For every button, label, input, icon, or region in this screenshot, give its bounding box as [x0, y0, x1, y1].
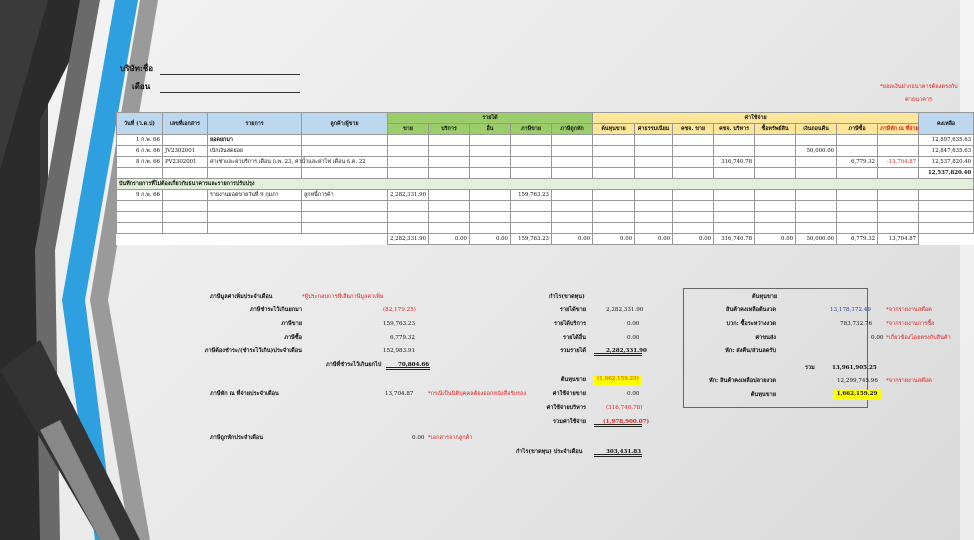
- empty-cell: [429, 212, 470, 223]
- empty-cell: [117, 212, 163, 223]
- empty-cell: [919, 201, 974, 212]
- desc-cell: รายงานยอดขายวันที่ 9 กุมภา: [208, 190, 302, 201]
- empty-cell: [117, 234, 163, 245]
- expense-cell: [878, 135, 919, 146]
- expense-col-header: ค่าธรรมเนียม: [635, 124, 673, 135]
- cogs-row-label: หัก: ส่งคืน/ส่วนลดรับ: [725, 348, 776, 354]
- empty-cell: [511, 168, 552, 179]
- pl-total-income-label: รวมรายได้: [560, 348, 586, 354]
- empty-cell: [796, 212, 837, 223]
- empty-cell: [470, 212, 511, 223]
- bank-note-line1: *ยอดเงินฝากธนาคารต้องตรงกับ: [880, 84, 958, 90]
- expense-cell: [796, 157, 837, 168]
- empty-cell: [302, 168, 388, 179]
- pl-row-value: 2,282,331.90: [606, 307, 644, 313]
- expense-cell: [714, 135, 755, 146]
- income-col-header: ภาษีถูกหัก: [552, 124, 593, 135]
- pl-net-value: 303,431.83: [606, 449, 642, 455]
- vat-row-label: ภาษีต้องชำระ/(ชำระไว้เกิน)ประจำเดือน: [204, 348, 302, 354]
- income-cell: [511, 135, 552, 146]
- balance-cell: 12,847,635.63: [919, 146, 974, 157]
- expense-cell: [593, 146, 635, 157]
- vat-row-value: 6,779.32: [390, 335, 415, 341]
- income-group-header: รายได้: [388, 113, 593, 124]
- date-cell: 6 ก.พ. 66: [117, 146, 163, 157]
- table-row: [117, 190, 974, 201]
- income-cell: [429, 157, 470, 168]
- empty-cell: [552, 223, 593, 234]
- col-balance-header: คงเหลือ: [919, 113, 974, 135]
- cogs-row-value: 783,732.76: [840, 321, 873, 327]
- income-cell: [429, 146, 470, 157]
- pl-row-label: รายได้บริการ: [554, 321, 586, 327]
- empty-cell: [302, 223, 388, 234]
- empty-cell: [714, 201, 755, 212]
- empty-cell: [714, 190, 755, 201]
- expense-cell: 6,779.32: [837, 157, 878, 168]
- expense-cell: [755, 135, 796, 146]
- income-col-header: ขาย: [388, 124, 429, 135]
- expense-total-cell: 0.00: [635, 234, 673, 245]
- empty-cell: [429, 201, 470, 212]
- expense-total-cell: 50,000.00: [796, 234, 837, 245]
- date-cell: 8 ก.พ. 66: [117, 157, 163, 168]
- empty-cell: [552, 190, 593, 201]
- income-cell: [388, 146, 429, 157]
- empty-row: [117, 201, 974, 212]
- empty-cell: [837, 212, 878, 223]
- empty-cell: [796, 168, 837, 179]
- income-col-header: บริการ: [429, 124, 470, 135]
- income-cell: [388, 135, 429, 146]
- empty-cell: [673, 201, 714, 212]
- empty-cell: [593, 212, 635, 223]
- empty-cell: [163, 168, 208, 179]
- cogs-final-value: 1,662,159.29: [833, 390, 881, 400]
- income-cell: [552, 146, 593, 157]
- empty-cell: [755, 223, 796, 234]
- desc-cell: ยอดยกมา: [208, 135, 302, 146]
- empty-row: [117, 223, 974, 234]
- empty-cell: [117, 223, 163, 234]
- expense-cell: [837, 146, 878, 157]
- income-cell: [470, 146, 511, 157]
- doc-cell: PV2302001: [163, 157, 208, 168]
- company-field-line: [160, 74, 300, 75]
- empty-cell: [208, 212, 302, 223]
- vat-note: *ผู้ประกอบการที่เสียภาษีมูลค่าเพิ่ม: [302, 294, 384, 300]
- empty-cell: [163, 234, 208, 245]
- desc-cell: ค่าเช่าและค่าบริการ เดือน ก.พ. 23, ค่าน้ำและค่าไฟ เดือน ธ.ค. 22: [208, 157, 302, 168]
- empty-cell: [593, 201, 635, 212]
- empty-cell: [208, 168, 302, 179]
- expense-col-header: เงินถอนคืน: [796, 124, 837, 135]
- empty-cell: [878, 190, 919, 201]
- wht-value: 13,704.87: [385, 391, 414, 397]
- pl-total-exp-label: รวมค่าใช้จ่าย: [553, 419, 586, 425]
- pl-selling-label: ค่าใช้จ่ายขาย: [552, 391, 586, 397]
- table-row: [117, 157, 974, 168]
- pl-total-income-underline: [594, 353, 642, 356]
- empty-cell: [796, 190, 837, 201]
- income-cell: 159,763.23: [511, 190, 552, 201]
- section-row: [117, 179, 974, 190]
- party-cell: ลูกหนี้การค้า: [302, 190, 388, 201]
- empty-cell: [208, 234, 302, 245]
- cogs-ending-value: 12,299,745.96: [837, 378, 878, 384]
- wht-note: *กรณีเป็นนิติบุคคลต้องออกหนังสือรับรอง: [428, 391, 527, 397]
- wht-received-value: 0.00: [412, 435, 425, 441]
- expense-group-header: ค่าใช้จ่าย: [593, 113, 919, 124]
- col-doc-header: เลขที่เอกสาร: [163, 113, 208, 135]
- empty-cell: [796, 223, 837, 234]
- income-cell: [511, 157, 552, 168]
- expense-cell: [837, 135, 878, 146]
- cogs-ending-note: *จากรายงานสต๊อค: [886, 378, 932, 384]
- empty-cell: [919, 223, 974, 234]
- pl-admin-value: (316,740.78): [606, 405, 643, 411]
- expense-cell: [635, 135, 673, 146]
- income-cell: [552, 157, 593, 168]
- empty-cell: [878, 201, 919, 212]
- expense-cell: [635, 146, 673, 157]
- empty-cell: [919, 212, 974, 223]
- income-cell: [552, 135, 593, 146]
- empty-cell: [552, 201, 593, 212]
- wht-received-label: ภาษีถูกหักประจำเดือน: [210, 435, 264, 441]
- income-total-cell: 2,282,331.90: [388, 234, 429, 245]
- expense-total-cell: 0.00: [673, 234, 714, 245]
- pl-row-value: 0.00: [627, 335, 640, 341]
- expense-total-cell: 0.00: [755, 234, 796, 245]
- empty-cell: [796, 201, 837, 212]
- vat-row-label: ภาษีชำระไว้เกินยกมา: [249, 307, 302, 313]
- pl-row-value: 0.00: [627, 321, 640, 327]
- income-cell: [429, 135, 470, 146]
- cogs-row-note: *จากรายงานสต๊อค: [886, 307, 932, 313]
- cogs-ending-label: หัก: สินค้าคงเหลือปลายงวด: [709, 378, 776, 384]
- empty-cell: [714, 223, 755, 234]
- empty-cell: [117, 168, 163, 179]
- empty-cell: [635, 168, 673, 179]
- vat-row-value: (82,179.25): [383, 307, 416, 313]
- cogs-row-label: สินค้าคงเหลือต้นงวด: [726, 307, 776, 313]
- income-cell: 2,282,331.90: [388, 190, 429, 201]
- doc-cell: JV2302001: [163, 146, 208, 157]
- doc-cell: [163, 190, 208, 201]
- col-party-header: ลูกค้า/ผู้ขาย: [302, 113, 388, 135]
- month-label: เดือน: [132, 81, 151, 91]
- empty-cell: [470, 168, 511, 179]
- table-row: [117, 146, 974, 157]
- income-total-cell: 0.00: [552, 234, 593, 245]
- cogs-sum-value: 13,961,905.25: [832, 365, 877, 371]
- subtotal-row: [117, 168, 974, 179]
- empty-cell: [635, 201, 673, 212]
- pl-row-label: รายได้อื่น: [562, 335, 586, 341]
- table-row: [117, 135, 974, 146]
- wht-label: ภาษีหัก ณ ที่จ่ายประจำเดือน: [210, 391, 279, 397]
- empty-cell: [552, 168, 593, 179]
- income-cell: [511, 146, 552, 157]
- empty-cell: [714, 212, 755, 223]
- date-cell: 1 ก.พ. 66: [117, 135, 163, 146]
- empty-row: [117, 212, 974, 223]
- cogs-box-title: ต้นทุนขาย: [752, 294, 778, 300]
- vat-carry-label: ภาษีที่ชำระไว้เกินยกไป: [326, 362, 382, 368]
- pl-total-exp-underline: [594, 424, 642, 427]
- vat-carry-value: 70,804.66: [398, 362, 430, 368]
- group-header-row: [117, 113, 974, 124]
- empty-cell: [593, 223, 635, 234]
- empty-cell: [837, 168, 878, 179]
- empty-cell: [837, 190, 878, 201]
- expense-col-header: ต้นทุนขาย: [593, 124, 635, 135]
- income-cell: [388, 157, 429, 168]
- vat-carry-underline: [386, 367, 430, 370]
- balance-cell: 12,537,820.40: [919, 157, 974, 168]
- empty-cell: [673, 190, 714, 201]
- empty-cell: [878, 168, 919, 179]
- expense-cell: [755, 146, 796, 157]
- expense-col-header: ซื้อทรัพย์สิน: [755, 124, 796, 135]
- empty-cell: [635, 223, 673, 234]
- expense-cell: 50,000.00: [796, 146, 837, 157]
- cogs-row-value: 13,178,172.49: [830, 307, 871, 313]
- pl-net-underline: [594, 454, 642, 457]
- empty-cell: [878, 212, 919, 223]
- desc-cell: เบิกเงินสดย่อย: [208, 146, 302, 157]
- empty-cell: [635, 212, 673, 223]
- cogs-row-label: ค่าขนส่ง: [755, 335, 776, 341]
- empty-cell: [755, 168, 796, 179]
- expense-cell: [673, 157, 714, 168]
- party-cell: [302, 135, 388, 146]
- expense-cell: -13,704.87: [878, 157, 919, 168]
- pl-cogs-label: ต้นทุนขาย: [560, 377, 586, 383]
- empty-cell: [302, 234, 388, 245]
- expense-total-cell: 0.00: [593, 234, 635, 245]
- expense-cell: [878, 146, 919, 157]
- empty-cell: [673, 212, 714, 223]
- empty-cell: [470, 223, 511, 234]
- section-label-cell: บันทึกรายการที่ไม่ต้องเกี่ยวกับธนาคารและรายการปรับปรุง: [117, 179, 974, 190]
- empty-cell: [593, 190, 635, 201]
- col-desc-header: รายการ: [208, 113, 302, 135]
- pl-title: กำไร(ขาดทุน): [549, 294, 585, 300]
- empty-cell: [511, 201, 552, 212]
- empty-cell: [673, 168, 714, 179]
- expense-cell: [714, 146, 755, 157]
- vat-row-label: ภาษีขาย: [281, 321, 302, 327]
- pl-row-label: รายได้ขาย: [559, 307, 586, 313]
- expense-cell: [593, 157, 635, 168]
- empty-cell: [302, 201, 388, 212]
- income-col-header: อื่น: [470, 124, 511, 135]
- empty-cell: [302, 212, 388, 223]
- empty-cell: [552, 212, 593, 223]
- vat-row-label: ภาษีซื้อ: [284, 335, 302, 341]
- subtotal-balance-cell: 12,537,820.40: [919, 168, 974, 179]
- party-cell: [302, 146, 388, 157]
- empty-cell: [511, 223, 552, 234]
- expense-total-cell: 6,779.32: [837, 234, 878, 245]
- expense-cell: 316,740.78: [714, 157, 755, 168]
- expense-total-cell: 13,704.87: [878, 234, 919, 245]
- pl-selling-value: 0.00: [627, 391, 640, 397]
- empty-cell: [429, 168, 470, 179]
- cogs-row-note: *เกี่ยวข้องโดยตรงกับสินค้า: [886, 335, 951, 341]
- doc-cell: [163, 135, 208, 146]
- income-total-cell: 159,763.23: [511, 234, 552, 245]
- empty-cell: [163, 212, 208, 223]
- empty-cell: [429, 223, 470, 234]
- expense-cell: [635, 157, 673, 168]
- empty-cell: [837, 201, 878, 212]
- empty-cell: [714, 168, 755, 179]
- empty-cell: [388, 223, 429, 234]
- expense-cell: [673, 146, 714, 157]
- empty-cell: [919, 190, 974, 201]
- empty-cell: [208, 201, 302, 212]
- income-col-header: ภาษีขาย: [511, 124, 552, 135]
- expense-col-header: ภาษีซื้อ: [837, 124, 878, 135]
- empty-cell: [117, 201, 163, 212]
- empty-cell: [919, 234, 974, 245]
- empty-cell: [163, 201, 208, 212]
- expense-col-header: ภาษีหัก ณ ที่จ่าย: [878, 124, 919, 135]
- ledger-table: [116, 112, 974, 245]
- cogs-final-label: ต้นทุนขาย: [750, 392, 776, 398]
- vat-title: ภาษีมูลค่าเพิ่มประจำเดือน: [210, 294, 273, 300]
- pl-net-label: กำไร(ขาดทุน) ประจำเดือน: [516, 449, 583, 455]
- empty-cell: [593, 168, 635, 179]
- vat-row-value: 159,763.23: [383, 321, 416, 327]
- expense-total-cell: 316,740.78: [714, 234, 755, 245]
- expense-cell: [593, 135, 635, 146]
- expense-cell: [755, 157, 796, 168]
- empty-cell: [755, 190, 796, 201]
- bank-note-line2: ค่าธนาคาร: [905, 97, 933, 103]
- totals-row: [117, 234, 974, 245]
- date-cell: 9 ก.พ. 66: [117, 190, 163, 201]
- income-cell: [429, 190, 470, 201]
- month-field-line: [160, 92, 300, 93]
- empty-cell: [755, 201, 796, 212]
- income-cell: [470, 190, 511, 201]
- income-cell: [470, 135, 511, 146]
- expense-cell: [673, 135, 714, 146]
- empty-cell: [755, 212, 796, 223]
- cogs-row-note: *จากรายงานการซื้อ: [886, 321, 935, 327]
- pl-cogs-value: (1,662,159.29): [594, 375, 642, 385]
- income-total-cell: 0.00: [429, 234, 470, 245]
- cogs-row-label: บวก: ซื้อระหว่างงวด: [726, 321, 776, 327]
- wht-received-note: *เอกสารจากลูกค้า: [428, 435, 473, 441]
- expense-col-header: คชจ. บริหาร: [714, 124, 755, 135]
- pl-total-exp-value: (1,978,900.07): [603, 419, 650, 425]
- empty-cell: [878, 223, 919, 234]
- expense-col-header: คชจ. ขาย: [673, 124, 714, 135]
- vat-row-value: 152,983.91: [383, 348, 416, 354]
- empty-cell: [511, 212, 552, 223]
- pl-total-income-value: 2,282,331.90: [606, 348, 647, 354]
- cogs-row-value: 0.00: [871, 335, 884, 341]
- empty-cell: [837, 223, 878, 234]
- balance-cell: 12,897,635.63: [919, 135, 974, 146]
- empty-cell: [208, 223, 302, 234]
- empty-cell: [388, 212, 429, 223]
- empty-cell: [388, 168, 429, 179]
- empty-cell: [163, 223, 208, 234]
- income-cell: [470, 157, 511, 168]
- pl-admin-label: ค่าใช้จ่ายบริหาร: [546, 405, 586, 411]
- empty-cell: [388, 201, 429, 212]
- company-label: บริษัท:ชื่อ: [120, 63, 154, 73]
- empty-cell: [673, 223, 714, 234]
- empty-cell: [470, 201, 511, 212]
- income-total-cell: 0.00: [470, 234, 511, 245]
- cogs-sum-label: รวม: [805, 365, 815, 371]
- col-date-header: วันที่ (ว.ด.ป): [117, 113, 163, 135]
- empty-cell: [635, 190, 673, 201]
- expense-cell: [796, 135, 837, 146]
